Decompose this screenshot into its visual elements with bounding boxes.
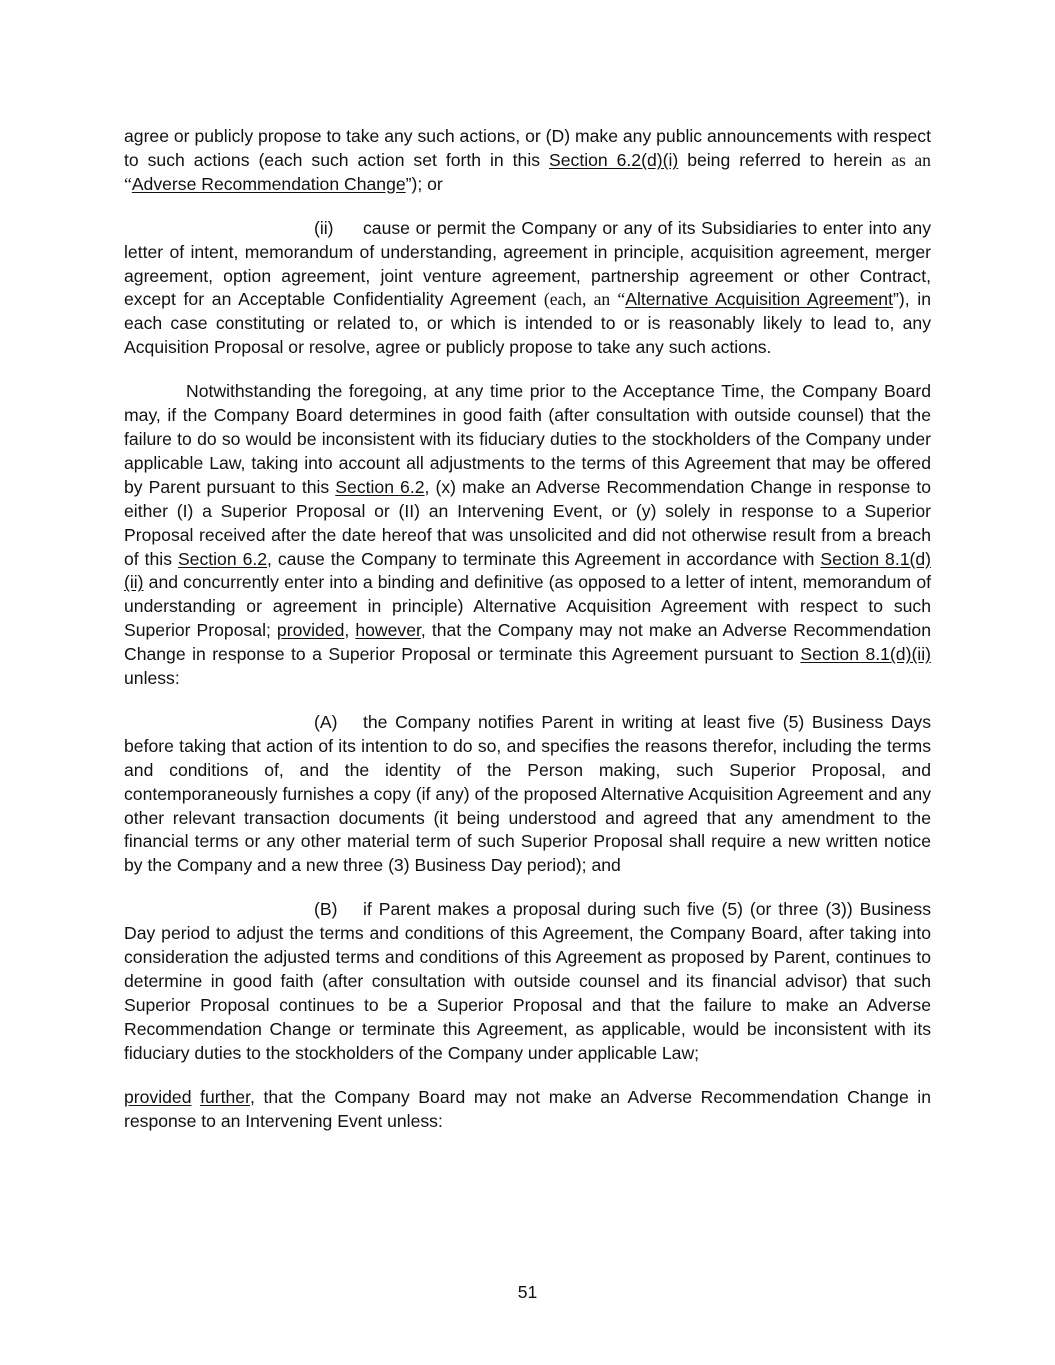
- clause-a: [124, 711, 931, 878]
- text: being referred to herein: [678, 149, 892, 170]
- clause-marker: (B): [314, 899, 338, 920]
- defined-term: Adverse Recommendation Change: [131, 173, 406, 194]
- text: as an “: [124, 149, 931, 194]
- section-reference: Section 8.1(d)(ii): [124, 548, 932, 593]
- text: (each, an “: [543, 289, 626, 310]
- clause-ii: [124, 217, 931, 360]
- text: ”); or: [405, 173, 443, 194]
- text: cause or permit the Company or any of its Subsidiaries to enter into any letter of intent, memorandum of understanding, agreement in principle, acquisition agreement, merger agreement, option agreement, joint venture agreement, partnership agreement or other Contract, except for an Acceptable Confidentiality Agreement: [124, 217, 931, 310]
- defined-term: however: [355, 620, 421, 641]
- text: , cause the Company to terminate this Agreement in accordance with: [267, 548, 821, 569]
- section-reference: Section 6.2: [177, 548, 268, 569]
- section-reference: Section 8.1(d)(ii): [800, 644, 931, 665]
- defined-term: provided: [276, 620, 345, 641]
- text: Notwithstanding the foregoing, at any time prior to the Acceptance Time, the Company Board may, if the Company Board determines in good faith (after consultation with outside counsel) that the failure to do so would be inconsistent with its fiduciary duties to the stockholders of the Company under applicable Law, taking into account all adjustments to the terms of this Agreement that may be offered by Parent pursuant to this: [124, 381, 931, 497]
- paragraph-provided-further: [124, 1086, 931, 1134]
- text: ,: [344, 620, 356, 641]
- paragraph-adverse-recommendation-definition: [124, 125, 931, 197]
- clause-marker: (ii): [314, 217, 334, 238]
- text: agree or publicly propose to take any such actions, or (D) make any public announcements with respect to such actions (each such action set forth in this: [124, 126, 931, 170]
- text: unless:: [124, 668, 180, 689]
- text: , that the Company Board may not make an Adverse Recommendation Change in response to an Intervening Event unless:: [124, 1086, 932, 1131]
- section-reference: Section 6.2(d)(i): [549, 149, 679, 170]
- document-page: [124, 125, 931, 1153]
- clause-b: [124, 898, 931, 1065]
- defined-term: Alternative Acquisition Agreement: [625, 289, 893, 310]
- text: if Parent makes a proposal during such five (5) (or three (3)) Business Day period to adjust the terms and conditions of this Agreement, the Company Board, after taking into consideration the adjusted terms and conditions of this Agreement as proposed by Parent, continues to determine in good faith (after consultation with outside counsel and its financial advisor) that such Superior Proposal continues to be a Superior Proposal and that the failure to make an Adverse Recommendation Change or terminate this Agreement, as applicable, would be inconsistent with its fiduciary duties to the stockholders of the Company under applicable Law;: [124, 899, 931, 1063]
- paragraph-notwithstanding: [124, 380, 931, 691]
- clause-marker: (A): [314, 711, 338, 732]
- text: ”), in each case constituting or related to, or which is intended to or is reasonably likely to lead to, any Acquisition Proposal or resolve, agree or publicly propose to take any such actions.: [124, 289, 931, 358]
- section-reference: Section 6.2: [335, 476, 425, 497]
- text: and concurrently enter into a binding and definitive (as opposed to a letter of intent, memorandum of understanding or agreement in principle) Alternative Acquisition Agreement with respect to such Superior Proposal;: [124, 572, 931, 641]
- text: [192, 1087, 201, 1107]
- defined-term: provided: [124, 1086, 192, 1107]
- text: , that the Company may not make an Adverse Recommendation Change in response to a Superior Proposal or terminate this Agreement pursuant to: [124, 620, 932, 665]
- text: the Company notifies Parent in writing at least five (5) Business Days before taking that action of its intention to do so, and specifies the reasons therefor, including the terms and conditions of, and the identity of the Person making, such Superior Proposal, and contemporaneously furnishes a copy (if any) of the proposed Alternative Acquisition Agreement and any other relevant transaction documents (it being understood and agreed that any amendment to the financial terms or any other material term of such Superior Proposal shall require a new written notice by the Company and a new three (3) Business Day period); and: [124, 711, 931, 876]
- defined-term: further: [200, 1086, 250, 1107]
- page-number: 51: [517, 1282, 538, 1302]
- text: , (x) make an Adverse Recommendation Change in response to either (I) a Superior Proposal or (II) an Intervening Event, or (y) solely in response to a Superior Proposal received after the date hereof that was unsolicited and did not otherwise result from a breach of this: [124, 476, 931, 569]
